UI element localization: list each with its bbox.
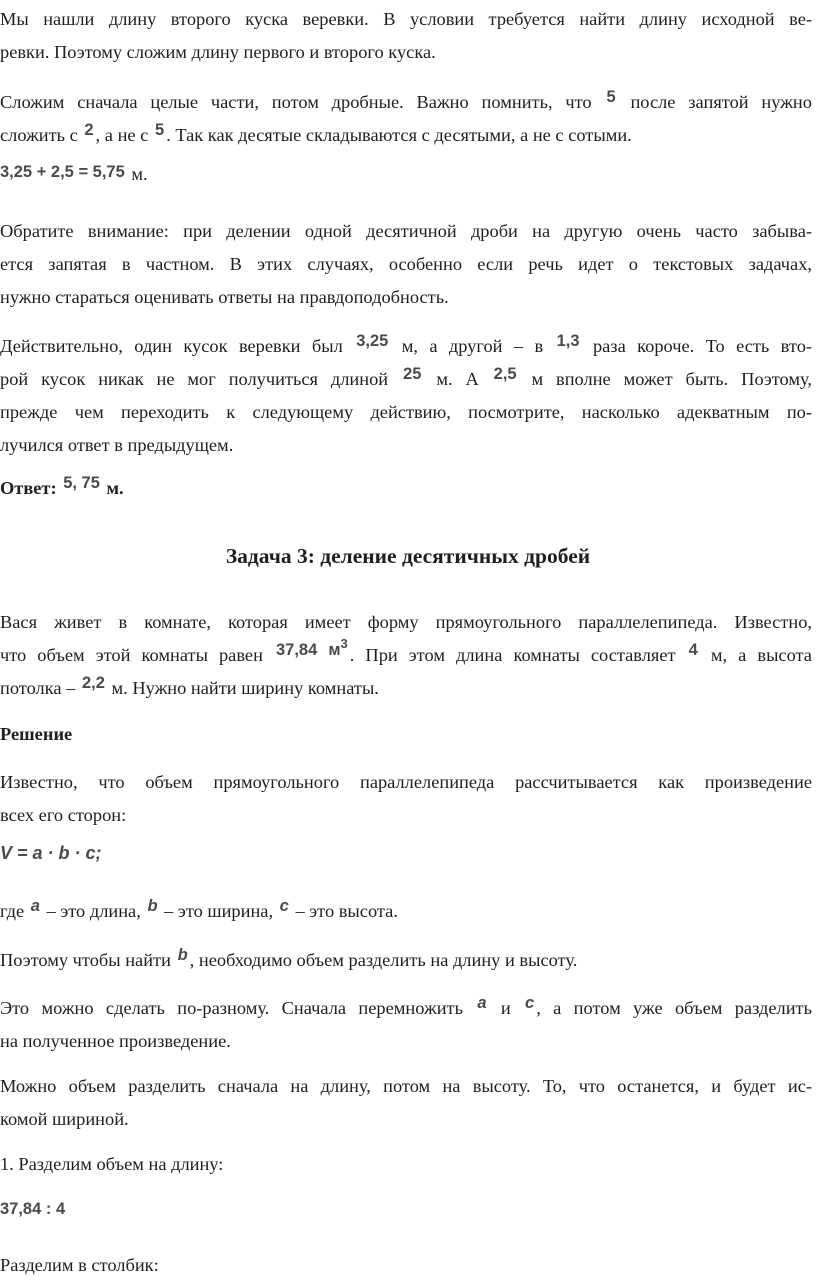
text-fragment: м вполне может быть. Поэтому, — [531, 369, 812, 389]
formula-line — [0, 840, 812, 873]
paragraph-rope-length — [0, 3, 812, 69]
text-line — [0, 944, 812, 977]
paragraph-attention — [0, 215, 812, 314]
formula-volume — [0, 840, 812, 873]
text-fragment: м. Нужно найти ширину комнаты. — [111, 678, 379, 698]
text-fragment: Поэтому чтобы найти — [0, 950, 171, 970]
text-line: Вася живет в комнате, которая имеет форму прямоугольного параллелепипеда. Известно, — [0, 612, 812, 632]
text-fragment: Это можно сделать по-разному. Сначала перемножить — [0, 998, 463, 1018]
text-line — [0, 330, 812, 363]
paragraph-room-problem — [0, 606, 812, 705]
text-line: Можно объем разделить сначала на длину, потом на высоту. То, что останется, и будет ис- — [0, 1076, 812, 1096]
text-fragment: м. А — [436, 369, 479, 389]
solution-heading — [0, 718, 812, 751]
formula-image: 37,84 : 4 — [0, 1200, 66, 1218]
text-line — [0, 895, 812, 928]
formula-inline: 5 — [154, 121, 165, 139]
text-line: на полученное произведение. — [0, 1031, 231, 1051]
text-line — [0, 636, 812, 672]
paragraph-method-one — [0, 992, 812, 1058]
formula-inline: 2 — [84, 121, 94, 139]
paragraph-indeed — [0, 330, 812, 462]
text-line: 1. Разделим объем на длину: — [0, 1154, 224, 1174]
text-line: Известно, что объем прямоугольного параллелепипеда рассчитывается как произведение — [0, 772, 812, 792]
paragraph-variables — [0, 895, 812, 928]
text-fragment: м, а другой – в — [401, 336, 544, 356]
text-fragment: рой кусок никак не мог получиться длиной — [0, 369, 389, 389]
text-fragment: , необходимо объем разделить на длину и высоту. — [189, 950, 578, 970]
text-line — [0, 672, 812, 705]
text-fragment: , а потом уже объем разделить — [536, 998, 812, 1018]
text-line: лучился ответ в предыдущем. — [0, 435, 234, 455]
paragraph-step-one — [0, 1148, 812, 1181]
paragraph-add-parts — [0, 86, 812, 152]
formula-inline: 25 — [403, 365, 422, 383]
text-line: Разделим в столбик: — [0, 1255, 159, 1275]
text-fragment: Действительно, один кусок веревки был — [0, 336, 343, 356]
formula-value: 37,84 м — [275, 641, 341, 659]
formula-sum — [0, 158, 812, 191]
answer-row — [0, 472, 812, 505]
text-line: нужно стараться оценивать ответы на правдоподобность. — [0, 287, 449, 307]
answer-label: Ответ: — [0, 478, 57, 498]
formula-inline: 2,2 — [81, 674, 105, 692]
text-line: ревки. Поэтому сложим длину первого и второго куска. — [0, 42, 436, 62]
formula-inline: c — [525, 994, 535, 1012]
text-line: ется запятая в частном. В этих случаях, особенно если речь идет о текстовых задачах, — [0, 254, 812, 274]
text-line: прежде чем переходить к следующему действию, посмотрите, насколько адекватным по- — [0, 402, 812, 422]
formula-inline: b — [177, 946, 188, 964]
formula-inline: c — [279, 897, 289, 915]
paragraph-find-b — [0, 944, 812, 977]
text-fragment: – это ширина, — [164, 901, 274, 921]
formula-inline: a — [477, 994, 487, 1012]
text-line — [0, 992, 812, 1025]
paragraph-volume-formula — [0, 766, 812, 832]
text-fragment: . При этом длина комнаты составляет — [349, 645, 676, 665]
formula-inline: 1,3 — [556, 332, 580, 350]
paragraph-long-division — [0, 1249, 812, 1282]
text-line: всех его сторон: — [0, 805, 127, 825]
text-fragment: – это длина, — [46, 901, 141, 921]
text-fragment: раза короче. То есть вто- — [592, 336, 813, 356]
formula-line — [0, 158, 812, 191]
unit-text: м. — [131, 164, 148, 184]
formula-image: 3,25 + 2,5 = 5,75 — [0, 163, 125, 181]
text-line — [0, 86, 812, 119]
formula-inline: a — [30, 897, 40, 915]
text-line: Обратите внимание: при делении одной десятичной дроби на другую очень часто забыва- — [0, 221, 812, 241]
solution-label: Решение — [0, 724, 73, 744]
text-fragment: после запятой нужно — [630, 92, 812, 112]
formula-inline: 2,5 — [493, 365, 517, 383]
text-fragment: . Так как десятые складываются с десятыми, а не с сотыми. — [166, 125, 632, 145]
answer-unit: м. — [106, 478, 124, 498]
formula-inline: 4 — [688, 641, 698, 659]
formula-line — [0, 1195, 812, 1228]
text-line — [0, 363, 812, 396]
text-line — [0, 119, 812, 152]
text-fragment: что объем этой комнаты равен — [0, 645, 263, 665]
text-fragment: , а не с — [95, 125, 149, 145]
formula-inline — [274, 636, 350, 659]
text-fragment: сложить с — [0, 125, 78, 145]
answer-line — [0, 472, 812, 505]
paragraph-method-two — [0, 1070, 812, 1136]
text-fragment: где — [0, 901, 25, 921]
section-heading: Задача 3: деление десятичных дробей — [225, 544, 591, 568]
formula-inline: b — [147, 897, 158, 915]
text-fragment: Сложим сначала целые части, потом дробные. Важно помнить, что — [0, 92, 592, 112]
formula-exponent: 3 — [340, 636, 348, 651]
text-fragment: м, а высота — [710, 645, 812, 665]
formula-division — [0, 1195, 812, 1228]
text-fragment: – это высота. — [295, 901, 398, 921]
formula-inline: 5 — [606, 88, 616, 106]
answer-value: 5, 75 — [63, 474, 100, 492]
formula-inline: 3,25 — [356, 332, 389, 350]
formula-image: V = a · b · c; — [0, 843, 102, 863]
text-fragment: потолка – — [0, 678, 76, 698]
text-line: комой шириной. — [0, 1109, 129, 1129]
text-fragment: и — [500, 998, 511, 1018]
text-line: Мы нашли длину второго куска веревки. В условии требуется найти длину исходной ве- — [0, 9, 812, 29]
